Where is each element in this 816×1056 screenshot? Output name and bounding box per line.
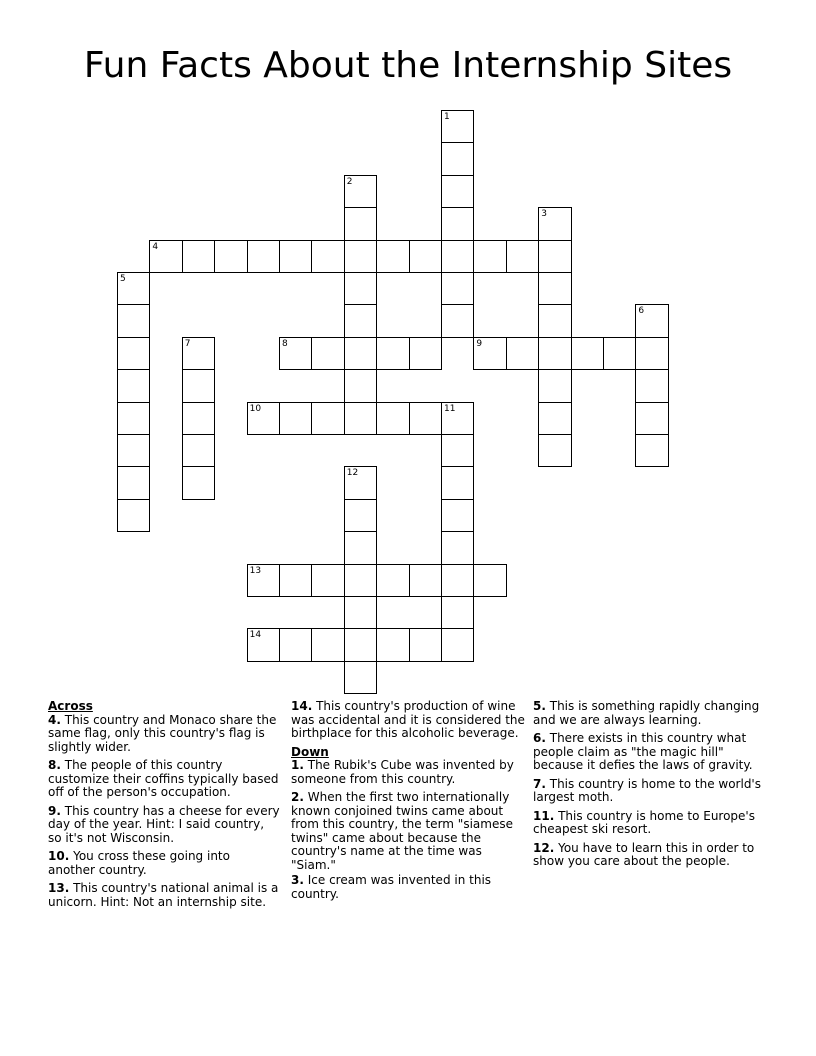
crossword-cell[interactable] [247, 628, 280, 661]
crossword-cell[interactable] [117, 369, 150, 402]
crossword-cell[interactable] [311, 337, 344, 370]
crossword-cell[interactable] [344, 628, 377, 661]
crossword-cell[interactable] [344, 304, 377, 337]
crossword-cell[interactable] [635, 402, 668, 435]
crossword-cell[interactable] [441, 466, 474, 499]
crossword-cell[interactable] [182, 402, 215, 435]
crossword-cell[interactable] [344, 369, 377, 402]
crossword-cell[interactable] [344, 596, 377, 629]
crossword-cell[interactable] [441, 628, 474, 661]
crossword-cell[interactable] [311, 402, 344, 435]
crossword-cell[interactable] [409, 337, 442, 370]
clue-number: 9 [476, 338, 483, 349]
crossword-cell[interactable] [409, 240, 442, 273]
clue-down-1: 1. The Rubik's Cube was invented by someone from this country. [291, 758, 514, 786]
crossword-cell[interactable] [344, 272, 377, 305]
crossword-cell[interactable] [182, 337, 215, 370]
clue-down-11: 11. This country is home to Europe's cheapest ski resort. [533, 808, 755, 836]
crossword-cell[interactable] [603, 337, 636, 370]
crossword-cell[interactable] [279, 564, 312, 597]
clue-number: 8 [282, 338, 288, 349]
crossword-cell[interactable] [635, 304, 668, 337]
clue-number: 14 [249, 630, 262, 641]
crossword-cell[interactable] [441, 304, 474, 337]
crossword-cell[interactable] [344, 175, 377, 208]
crossword-cell[interactable] [441, 240, 474, 273]
crossword-cell[interactable] [279, 337, 312, 370]
crossword-cell[interactable] [538, 240, 571, 273]
clue-number: 10 [249, 403, 262, 414]
crossword-cell[interactable] [344, 337, 377, 370]
clue-across-14: 14. This country's production of wine was accidental and it is considered the birthplace for this alcoholic beverage. [291, 699, 525, 740]
crossword-cell[interactable] [214, 240, 247, 273]
crossword-cell[interactable] [538, 304, 571, 337]
crossword-cell[interactable] [376, 564, 409, 597]
crossword-cell[interactable] [441, 272, 474, 305]
crossword-cell[interactable] [311, 240, 344, 273]
crossword-cell[interactable] [473, 337, 506, 370]
crossword-cell[interactable] [538, 207, 571, 240]
clue-down-12: 12. You have to learn this in order to show you care about the people. [533, 840, 755, 868]
crossword-cell[interactable] [344, 564, 377, 597]
crossword-cell[interactable] [247, 564, 280, 597]
crossword-cell[interactable] [409, 564, 442, 597]
crossword-cell[interactable] [571, 337, 604, 370]
clue-across-8: 8. The people of this country customize their coffins typically based off of the person's occupation. [48, 758, 279, 799]
clue-number: 12 [346, 468, 359, 479]
crossword-cell[interactable] [344, 402, 377, 435]
crossword-cell[interactable] [182, 240, 215, 273]
crossword-cell[interactable] [441, 596, 474, 629]
crossword-cell[interactable] [506, 240, 539, 273]
crossword-cell[interactable] [473, 240, 506, 273]
crossword-cell[interactable] [441, 175, 474, 208]
crossword-cell[interactable] [117, 466, 150, 499]
clue-number: 7 [184, 338, 191, 349]
crossword-cell[interactable] [635, 434, 668, 467]
crossword-cell[interactable] [182, 466, 215, 499]
clue-across-9: 9. This country has a cheese for every day of the year. Hint: I said country, so it's not Wisconsin. [48, 803, 280, 845]
clue-across-13: 13. This country's national animal is a unicorn. Hint: Not an internship site. [48, 881, 279, 909]
across-heading: Across [48, 699, 93, 713]
crossword-cell[interactable] [149, 240, 182, 273]
clue-down-5: 5. This is something rapidly changing and we are always learning. [533, 699, 760, 727]
crossword-cell[interactable] [441, 142, 474, 175]
crossword-cell[interactable] [344, 207, 377, 240]
clues-column-1 [48, 700, 280, 914]
clue-down-2: 2. When the first two internationally known conjoined twins came about from this country, the term "siamese twins" came about because the country's name at the time was "Siam." [291, 790, 513, 872]
crossword-cell[interactable] [344, 466, 377, 499]
crossword-cell[interactable] [441, 531, 474, 564]
crossword-cell[interactable] [441, 110, 474, 143]
clue-down-7: 7. This country is home to the world's largest moth. [533, 776, 761, 804]
clue-down-3: 3. Ice cream was invented in this country. [291, 873, 492, 901]
clue-number: 4 [152, 241, 159, 252]
clue-number: 13 [249, 565, 262, 576]
crossword-cell[interactable] [311, 628, 344, 661]
crossword-cell[interactable] [376, 402, 409, 435]
crossword-cell[interactable] [506, 337, 539, 370]
crossword-cell[interactable] [441, 434, 474, 467]
crossword-cell[interactable] [441, 564, 474, 597]
clue-across-10: 10. You cross these going into another country. [48, 849, 230, 877]
clue-number: 6 [638, 306, 645, 317]
crossword-cell[interactable] [538, 402, 571, 435]
crossword-cell[interactable] [117, 434, 150, 467]
crossword-cell[interactable] [538, 272, 571, 305]
crossword-cell[interactable] [409, 402, 442, 435]
crossword-cell[interactable] [635, 369, 668, 402]
crossword-cell[interactable] [117, 499, 150, 532]
crossword-cell[interactable] [344, 531, 377, 564]
page-title: Fun Facts About the Internship Sites [83, 45, 733, 86]
crossword-cell[interactable] [376, 337, 409, 370]
crossword-cell[interactable] [344, 240, 377, 273]
crossword-cell[interactable] [344, 661, 377, 694]
clue-number: 2 [346, 176, 353, 187]
crossword-cell[interactable] [441, 499, 474, 532]
crossword-cell[interactable] [473, 564, 506, 597]
clue-down-6: 6. There exists in this country what people claim as "the magic hill" because it defies the laws of gravity. [533, 731, 753, 772]
clues-column-3 [533, 700, 773, 874]
crossword-cell[interactable] [538, 369, 571, 402]
crossword-cell[interactable] [247, 402, 280, 435]
clue-number: 1 [444, 112, 450, 122]
clue-number: 11 [444, 403, 456, 414]
crossword-cell[interactable] [311, 564, 344, 597]
clues-column-2 [291, 700, 527, 906]
crossword-cell[interactable] [182, 369, 215, 402]
crossword-cell[interactable] [279, 240, 312, 273]
crossword-cell[interactable] [182, 434, 215, 467]
crossword-cell[interactable] [344, 499, 377, 532]
crossword-cell[interactable] [376, 240, 409, 273]
crossword-cell[interactable] [117, 337, 150, 370]
crossword-cell[interactable] [279, 628, 312, 661]
crossword-cell[interactable] [441, 207, 474, 240]
crossword-cell[interactable] [441, 402, 474, 435]
crossword-cell[interactable] [409, 628, 442, 661]
crossword-cell[interactable] [117, 272, 150, 305]
crossword-cell[interactable] [635, 337, 668, 370]
crossword-cell[interactable] [538, 337, 571, 370]
clue-number: 5 [120, 274, 126, 284]
crossword-cell[interactable] [279, 402, 312, 435]
crossword-cell[interactable] [117, 402, 150, 435]
crossword-cell[interactable] [376, 628, 409, 661]
down-heading: Down [291, 744, 329, 759]
crossword-cell[interactable] [247, 240, 280, 273]
clue-number: 3 [541, 209, 547, 220]
clue-across-4: 4. This country and Monaco share the same flag, only this country's flag is slightly wider. [48, 712, 277, 754]
crossword-cell[interactable] [117, 304, 150, 337]
crossword-cell[interactable] [538, 434, 571, 467]
